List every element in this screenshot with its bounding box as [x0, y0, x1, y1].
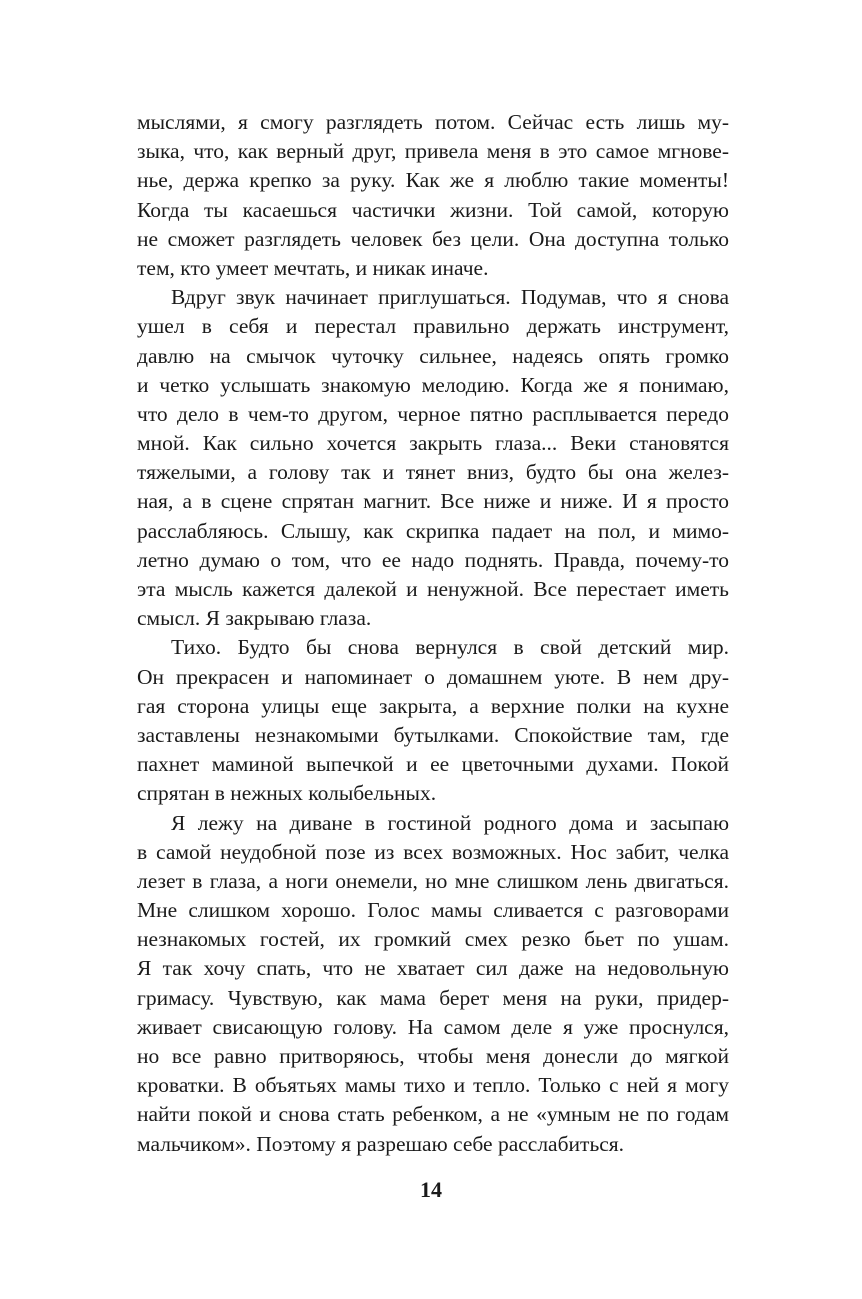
text-line: кроватки. В объятьях мамы тихо и тепло. Только с ней я могу [137, 1073, 729, 1098]
text-line: Когда ты касаешься частички жизни. Той самой, которую [137, 197, 729, 222]
text-line: мальчиком». Поэтому я разрешаю себе расслабиться. [137, 1131, 625, 1156]
text-line: и четко услышать знакомую мелодию. Когда же я понимаю, [137, 372, 729, 397]
text-line: мной. Как сильно хочется закрыть глаза... Веки становятся [137, 431, 729, 456]
text-line: спрятан в нежных колыбельных. [137, 781, 437, 806]
text-line: летно думаю о том, что ее надо поднять. Правда, почему-то [137, 547, 729, 572]
text-line: гримасу. Чувствую, как мама берет меня на руки, придер- [137, 985, 729, 1010]
text-line: ушел в себя и перестал правильно держать инструмент, [137, 314, 729, 339]
text-line: Он прекрасен и напоминает о домашнем уюте. В нем дру- [137, 664, 729, 689]
text-line: живает свисающую голову. На самом деле я уже проснулся, [137, 1014, 729, 1039]
text-line: что дело в чем-то другом, черное пятно расплывается передо [137, 401, 729, 426]
text-line: давлю на смычок чуточку сильнее, надеясь опять громко [137, 343, 729, 368]
text-line: эта мысль кажется далекой и ненужной. Все перестает иметь [137, 577, 729, 601]
text-line: найти покой и снова стать ребенком, а не «умным не по годам [137, 1102, 729, 1127]
text-line: Я лежу на диване в гостиной родного дома и засыпаю [171, 810, 729, 835]
text-line: ная, а в сцене спрятан магнит. Все ниже и ниже. И я просто [137, 489, 729, 514]
text-line: не сможет разглядеть человек без цели. Она доступна только [137, 226, 729, 251]
text-line: зыка, что, как верный друг, привела меня в это самое мгнове- [137, 139, 729, 164]
text-line: но все равно притворяюсь, чтобы меня донесли до мягкой [137, 1044, 729, 1068]
text-line: в самой неудобной позе из всех возможных. Нос забит, челка [137, 839, 729, 864]
paragraph-2 [137, 283, 729, 633]
text-line: Мне слишком хорошо. Голос мамы сливается с разговорами [137, 898, 729, 923]
page-number: 14 [420, 1177, 442, 1202]
text-line: незнакомых гостей, их громкий смех резко бьет по ушам. [137, 927, 729, 952]
text-line: тем, кто умеет мечтать, и никак иначе. [137, 255, 489, 280]
text-line: гая сторона улицы еще закрыта, а верхние полки на кухне [137, 693, 729, 718]
paragraph-3 [137, 633, 729, 808]
text-line: Тихо. Будто бы снова вернулся в свой детский мир. [171, 635, 729, 660]
text-line: тяжелыми, а голову так и тянет вниз, будто бы она желез- [137, 460, 729, 485]
text-line: смысл. Я закрываю глаза. [137, 606, 372, 631]
text-line: нье, держа крепко за руку. Как же я люблю такие моменты! [137, 168, 729, 193]
text-line: заставлены незнакомыми бутылками. Спокойствие там, где [137, 722, 729, 747]
text-line: лезет в глаза, а ноги онемели, но мне слишком лень двигаться. [137, 868, 729, 893]
paragraph-4 [137, 809, 729, 1159]
text-line: пахнет маминой выпечкой и ее цветочными духами. Покой [137, 752, 729, 777]
text-line: Вдруг звук начинает приглушаться. Подумав, что я снова [171, 285, 729, 310]
text-line: мыслями, я смогу разглядеть потом. Сейчас есть лишь му- [137, 110, 729, 134]
paragraph-1 [137, 108, 729, 283]
text-line: Я так хочу спать, что не хватает сил даже на недовольную [137, 956, 729, 981]
text-line: расслабляюсь. Слышу, как скрипка падает на пол, и мимо- [137, 518, 729, 543]
body-text [137, 108, 729, 1159]
